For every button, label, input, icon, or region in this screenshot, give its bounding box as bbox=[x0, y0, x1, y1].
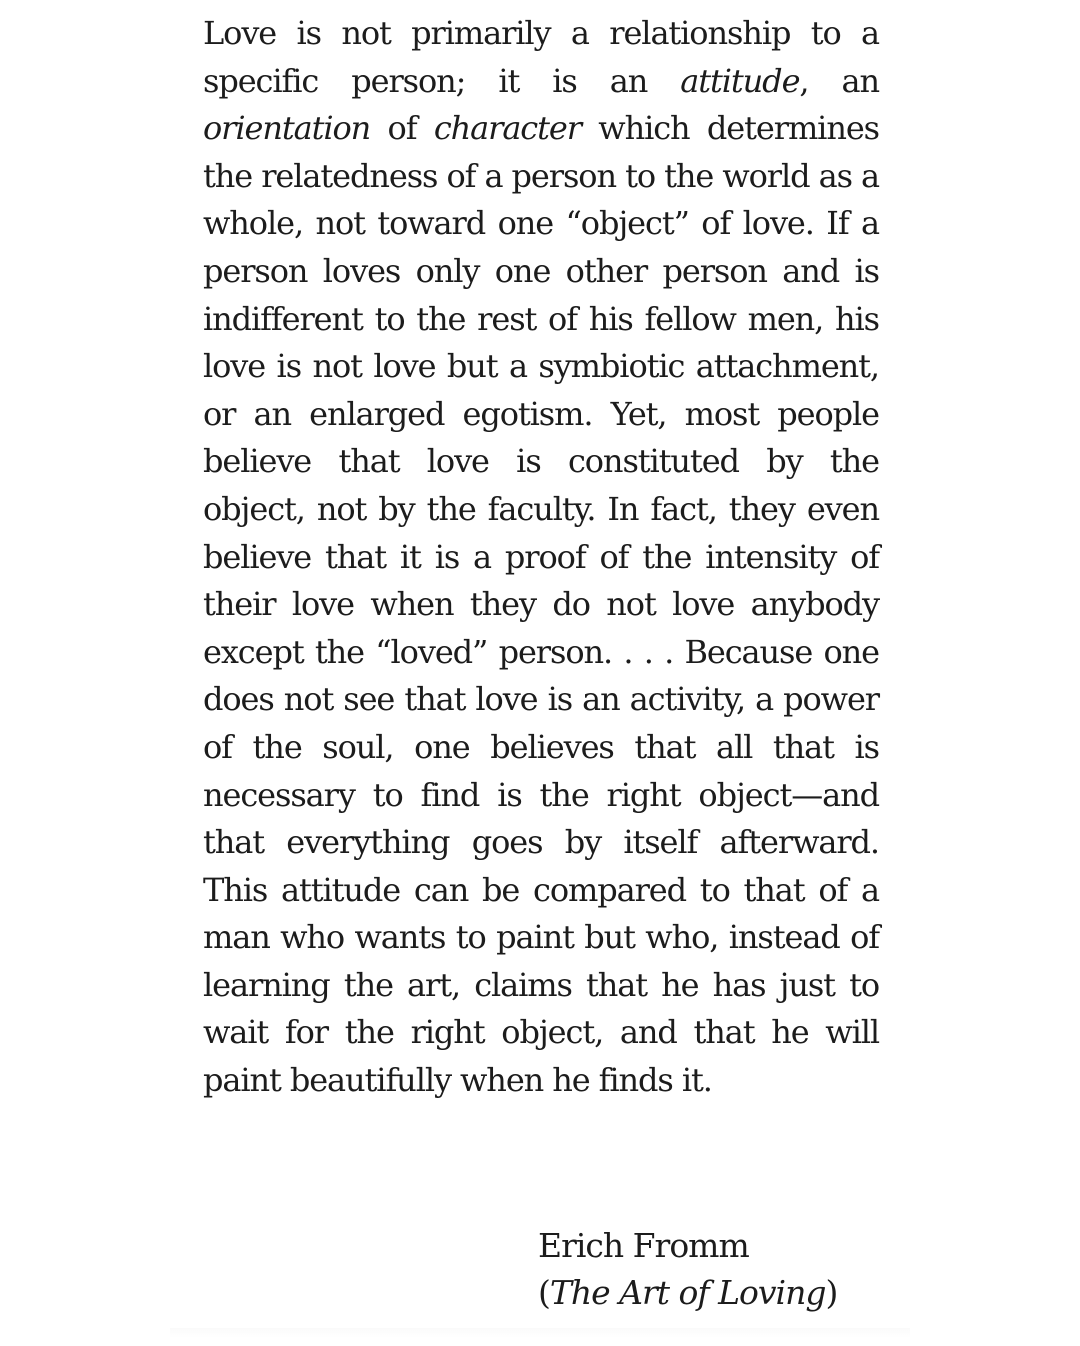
quote-emphasis-character: character bbox=[433, 109, 581, 148]
quote-text-1: Love is not primarily a relationship to a specific person; it is an bbox=[203, 14, 879, 100]
quote-text-3: of bbox=[370, 109, 434, 148]
book-open-paren: ( bbox=[538, 1273, 550, 1312]
quote-text-4: which determines the relatedness of a person to the world as a whole, not toward one “object” of love. If a person loves only one other person and is indifferent to the rest of his fellow men, his love is not love but a symbiotic attachment, or an enlarged egotism. Yet, most people believe that love is constituted by the object, not by the faculty. In fact, they even believe that it is a proof of the intensity of their love when they do not love anybody except the “loved” person. . . . Because one does not see that love is an activity, a power of the soul, one believes that all that is necessary to find is the right object—and that everything goes by itself afterward. This attitude can be compared to that of a man who wants to paint but who, instead of learning the art, claims that he has just to wait for the right object, and that he will paint beautifully when he finds it. bbox=[203, 109, 879, 1100]
quote-paragraph bbox=[203, 10, 879, 1105]
book-citation bbox=[538, 1269, 837, 1316]
attribution bbox=[538, 1222, 837, 1316]
book-title: The Art of Loving bbox=[549, 1273, 826, 1312]
page-bottom-shadow bbox=[170, 1328, 910, 1338]
author-name: Erich Fromm bbox=[538, 1226, 749, 1265]
quote-text-2: , an bbox=[799, 61, 879, 100]
quote-emphasis-attitude: attitude bbox=[680, 61, 800, 100]
quote-emphasis-orientation: orientation bbox=[203, 109, 371, 148]
book-close-paren: ) bbox=[825, 1273, 838, 1312]
